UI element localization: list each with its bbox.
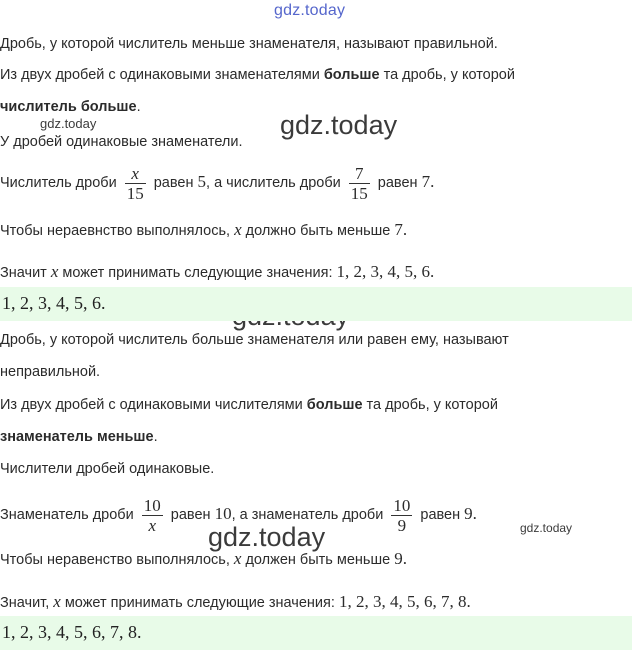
math-value: 5	[197, 172, 207, 191]
paragraph-same-numerator-rule	[0, 395, 498, 415]
text: та дробь, у которой	[362, 397, 498, 413]
watermark-1: gdz.today	[280, 110, 398, 140]
text: Чтобы нераевнство выполнялось,	[0, 223, 235, 239]
watermark-4: gdz.today	[208, 522, 326, 552]
math-values: 1, 2, 3, 4, 5, 6, 7, 8.	[338, 592, 471, 611]
fraction-10-over-9	[391, 496, 412, 535]
math-value: 10	[214, 504, 232, 523]
math-variable: x	[53, 592, 61, 611]
paragraph-numerators	[0, 158, 434, 207]
text: должно быть меньше	[241, 223, 395, 239]
answer-box-1	[0, 287, 632, 321]
fraction-x-over-15	[125, 164, 146, 203]
answer-box-2	[0, 616, 632, 650]
fraction-denominator: 9	[391, 515, 412, 535]
fraction-10-over-x	[142, 496, 163, 535]
text: должен быть меньше	[241, 552, 395, 568]
text: Числитель дроби	[0, 175, 121, 191]
text: , а знаменатель дроби	[231, 507, 388, 523]
text: равен	[373, 175, 422, 191]
text: Знаменатель дроби	[0, 507, 138, 523]
fraction-numerator: 10	[143, 495, 161, 515]
math-value: 9.	[394, 549, 407, 568]
text: Чтобы неравенство выполнялось,	[0, 552, 234, 568]
text: Из двух дробей с одинаковыми числителями	[0, 397, 307, 413]
fraction-numerator: x	[131, 163, 139, 183]
paragraph-improper-fraction-definition-cont: неправильной.	[0, 364, 101, 380]
paragraph-same-numerators: Числители дробей одинаковые.	[0, 461, 215, 477]
math-value: 9.	[464, 504, 477, 523]
paragraph-inequality-condition-2	[0, 549, 407, 570]
text: равен	[166, 507, 215, 523]
fraction-denominator: 15	[350, 183, 368, 203]
fraction-denominator: 15	[126, 183, 144, 203]
fraction-denominator: x	[142, 515, 163, 535]
paragraph-inequality-condition	[0, 220, 407, 241]
watermark-2: gdz.today	[40, 116, 97, 131]
text: та дробь, у которой	[379, 67, 515, 83]
paragraph-same-denominators: У дробей одинаковые знаменатели.	[0, 134, 243, 150]
text: , а числитель дроби	[206, 175, 345, 191]
paragraph-same-denominator-rule	[0, 65, 515, 85]
answer-text: 1, 2, 3, 4, 5, 6, 7, 8.	[2, 622, 142, 642]
paragraph-improper-fraction-definition: Дробь, у которой числитель больше знаменателя или равен ему, называют	[0, 332, 509, 348]
fraction-numerator: 7	[355, 163, 364, 183]
bold-text: больше	[323, 67, 380, 83]
watermark-top: gdz.today	[274, 2, 346, 19]
bold-text: числитель больше	[0, 99, 137, 115]
paragraph-possible-values	[0, 262, 434, 283]
text: может принимать следующие значения:	[60, 595, 339, 611]
paragraph-proper-fraction-definition: Дробь, у которой числитель меньше знаменателя, называют правильной.	[0, 36, 498, 52]
text: равен	[416, 507, 465, 523]
bold-text: знаменатель меньше	[0, 429, 154, 445]
paragraph-denominators	[0, 490, 477, 539]
answer-text: 1, 2, 3, 4, 5, 6.	[2, 293, 106, 313]
math-values: 1, 2, 3, 4, 5, 6.	[336, 262, 435, 281]
text: Значит,	[0, 595, 54, 611]
math-variable: x	[50, 262, 59, 281]
text: .	[153, 429, 158, 445]
text: может принимать следующие значения:	[58, 265, 337, 281]
math-value: 7.	[421, 172, 435, 191]
fraction-7-over-15	[349, 164, 370, 203]
paragraph-same-numerator-rule-cont	[0, 427, 158, 447]
text: равен	[149, 175, 198, 191]
bold-text: больше	[306, 397, 363, 413]
paragraph-possible-values-2	[0, 592, 471, 613]
math-value: 7.	[394, 220, 408, 239]
math-variable: x	[234, 220, 242, 239]
text: Значит	[0, 265, 51, 281]
text: Из двух дробей с одинаковыми знаменателями	[0, 67, 324, 83]
math-variable: x	[233, 549, 242, 568]
paragraph-same-denominator-rule-cont	[0, 97, 141, 117]
fraction-numerator: 10	[393, 495, 411, 515]
text: .	[136, 99, 141, 115]
watermark-5: gdz.today	[520, 521, 573, 535]
